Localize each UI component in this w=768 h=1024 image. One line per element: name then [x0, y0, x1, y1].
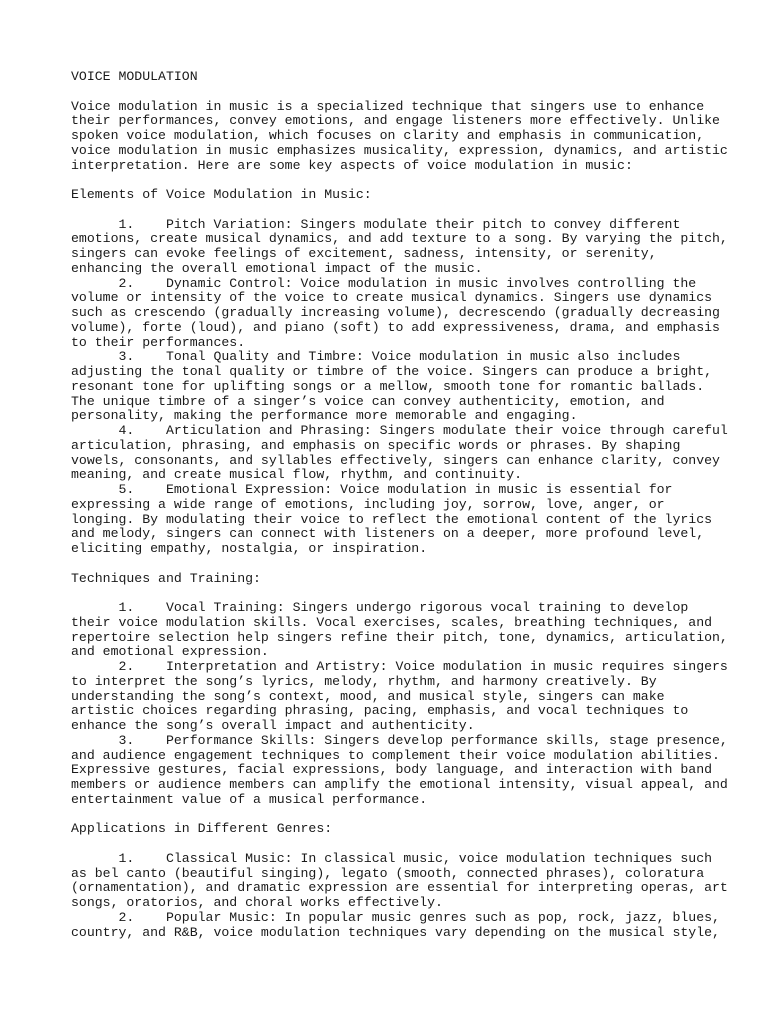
list-item [71, 350, 711, 424]
list-item [71, 275, 720, 351]
intro-line: Voice modulation in music is a specialized technique that singers use to enhance [71, 98, 705, 114]
list-item [71, 850, 728, 911]
list-item-line: volume or intensity of the voice to create musical dynamics. Singers use dynamics [71, 290, 713, 306]
list-item [71, 732, 728, 808]
list-item-line: emotions, create musical dynamics, and add texture to a song. By varying the pitch, [71, 231, 728, 247]
document-page [71, 69, 728, 940]
spacer [71, 85, 711, 100]
list-item-line: enhance the song’s overall impact and authenticity. [71, 718, 475, 733]
list-item-line: adjusting the tonal quality or timbre of the voice. Singers can produce a bright, [71, 364, 713, 379]
section-heading: Applications in Different Genres: [71, 821, 333, 837]
spacer [71, 586, 711, 601]
list-item-line: expressing a wide range of emotions, including joy, sorrow, love, anger, or [71, 496, 665, 512]
list-item-line: vowels, consonants, and syllables effectively, singers can enhance clarity, convey [71, 452, 720, 468]
list-item-line: and audience engagement techniques to complement their voice modulation abilities. [71, 747, 720, 763]
list-item-line: understanding the song’s context, mood, and musical style, singers can make [71, 688, 665, 704]
list-item-line: (ornamentation), and dramatic expression are essential for interpreting operas, art [71, 880, 728, 896]
list-item-line: longing. By modulating their voice to reflect the emotional content of the lyrics [71, 511, 713, 527]
list-item-line: to interpret the song’s lyrics, melody, rhythm, and harmony creatively. By [71, 673, 657, 689]
list-item-line: such as crescendo (gradually increasing volume), decrescendo (gradually decreasing [71, 305, 720, 320]
spacer [71, 808, 711, 823]
section-heading: Elements of Voice Modulation in Music: [71, 187, 372, 202]
list-item-line: enhancing the overall emotional impact of the music. [71, 260, 483, 276]
list-item-line: to their performances. [71, 334, 246, 350]
list-item-line: eliciting empathy, nostalgia, or inspiration. [71, 541, 428, 556]
list-item-line: resonant tone for uplifting songs or a mellow, smooth tone for romantic ballads. [71, 378, 705, 394]
list-item-line: 1. Pitch Variation: Singers modulate their pitch to convey different [71, 216, 681, 232]
list-item-line: personality, making the performance more memorable and engaging. [71, 408, 578, 424]
spacer [71, 837, 711, 852]
list-item-line: 2. Dynamic Control: Voice modulation in music involves controlling the [71, 275, 697, 291]
list-item-line: 1. Vocal Training: Singers undergo rigorous vocal training to develop [71, 600, 689, 615]
list-item-line: 5. Emotional Expression: Voice modulation in music is essential for [71, 482, 673, 497]
list-item-line: Expressive gestures, facial expressions, body language, and interaction with band [71, 762, 713, 778]
list-item-line: volume), forte (loud), and piano (soft) to add expressiveness, drama, and emphasis [71, 319, 720, 335]
sections-container [71, 173, 728, 940]
list-item-line: 4. Articulation and Phrasing: Singers modulate their voice through careful [71, 423, 728, 438]
spacer [71, 203, 711, 218]
document-title: VOICE MODULATION [71, 69, 198, 84]
list-item-line: and melody, singers can connect with listeners on a deeper, more profound level, [71, 526, 705, 542]
list-item [71, 659, 728, 734]
list-item [71, 909, 720, 941]
list-item-line: repertoire selection help singers refine their pitch, tone, dynamics, articulation, [71, 629, 728, 645]
list-item-line: songs, oratorios, and choral works effectively. [71, 895, 443, 910]
list-item [71, 483, 711, 557]
spacer [71, 173, 711, 188]
list-item-line: meaning, and create musical flow, rhythm, and continuity. [71, 467, 523, 483]
list-item-line: 2. Interpretation and Artistry: Voice modulation in music requires singers [71, 659, 728, 674]
intro-paragraph [71, 98, 728, 174]
intro-line: interpretation. Here are some key aspects of voice modulation in music: [71, 157, 633, 173]
list-item [71, 216, 728, 277]
list-item-line: 2. Popular Music: In popular music genres such as pop, rock, jazz, blues, [71, 909, 720, 925]
spacer [71, 557, 711, 572]
intro-line: spoken voice modulation, which focuses on clarity and emphasis in communication, [71, 128, 705, 143]
list-item-line: articulation, phrasing, and emphasis on specific words or phrases. By shaping [71, 437, 681, 453]
list-item-line: artistic choices regarding phrasing, pacing, emphasis, and vocal techniques to [71, 703, 689, 719]
list-item [71, 423, 728, 483]
intro-line: voice modulation in music emphasizes musicality, expression, dynamics, and artistic [71, 142, 728, 158]
intro-line: their performances, convey emotions, and engage listeners more effectively. Unlike [71, 113, 720, 129]
list-item-line: and emotional expression. [71, 644, 269, 660]
list-item-line: as bel canto (beautiful singing), legato (smooth, connected phrases), coloratura [71, 865, 705, 881]
list-item-line: The unique timbre of a singer’s voice can convey authenticity, emotion, and [71, 393, 665, 409]
list-item [71, 600, 728, 660]
list-item-line: country, and R&B, voice modulation techniques vary depending on the musical style, [71, 924, 720, 940]
list-item-line: singers can evoke feelings of excitement, sadness, intensity, or serenity, [71, 246, 657, 261]
list-item-line: 1. Classical Music: In classical music, voice modulation techniques such [71, 850, 713, 866]
list-item-line: 3. Tonal Quality and Timbre: Voice modulation in music also includes [71, 349, 681, 365]
list-item-line: their voice modulation skills. Vocal exercises, scales, breathing techniques, and [71, 614, 713, 630]
list-item-line: members or audience members can amplify the emotional intensity, visual appeal, and [71, 777, 728, 792]
list-item-line: entertainment value of a musical performance. [71, 791, 428, 807]
list-item-line: 3. Performance Skills: Singers develop performance skills, stage presence, [71, 732, 728, 748]
section-heading: Techniques and Training: [71, 570, 261, 586]
